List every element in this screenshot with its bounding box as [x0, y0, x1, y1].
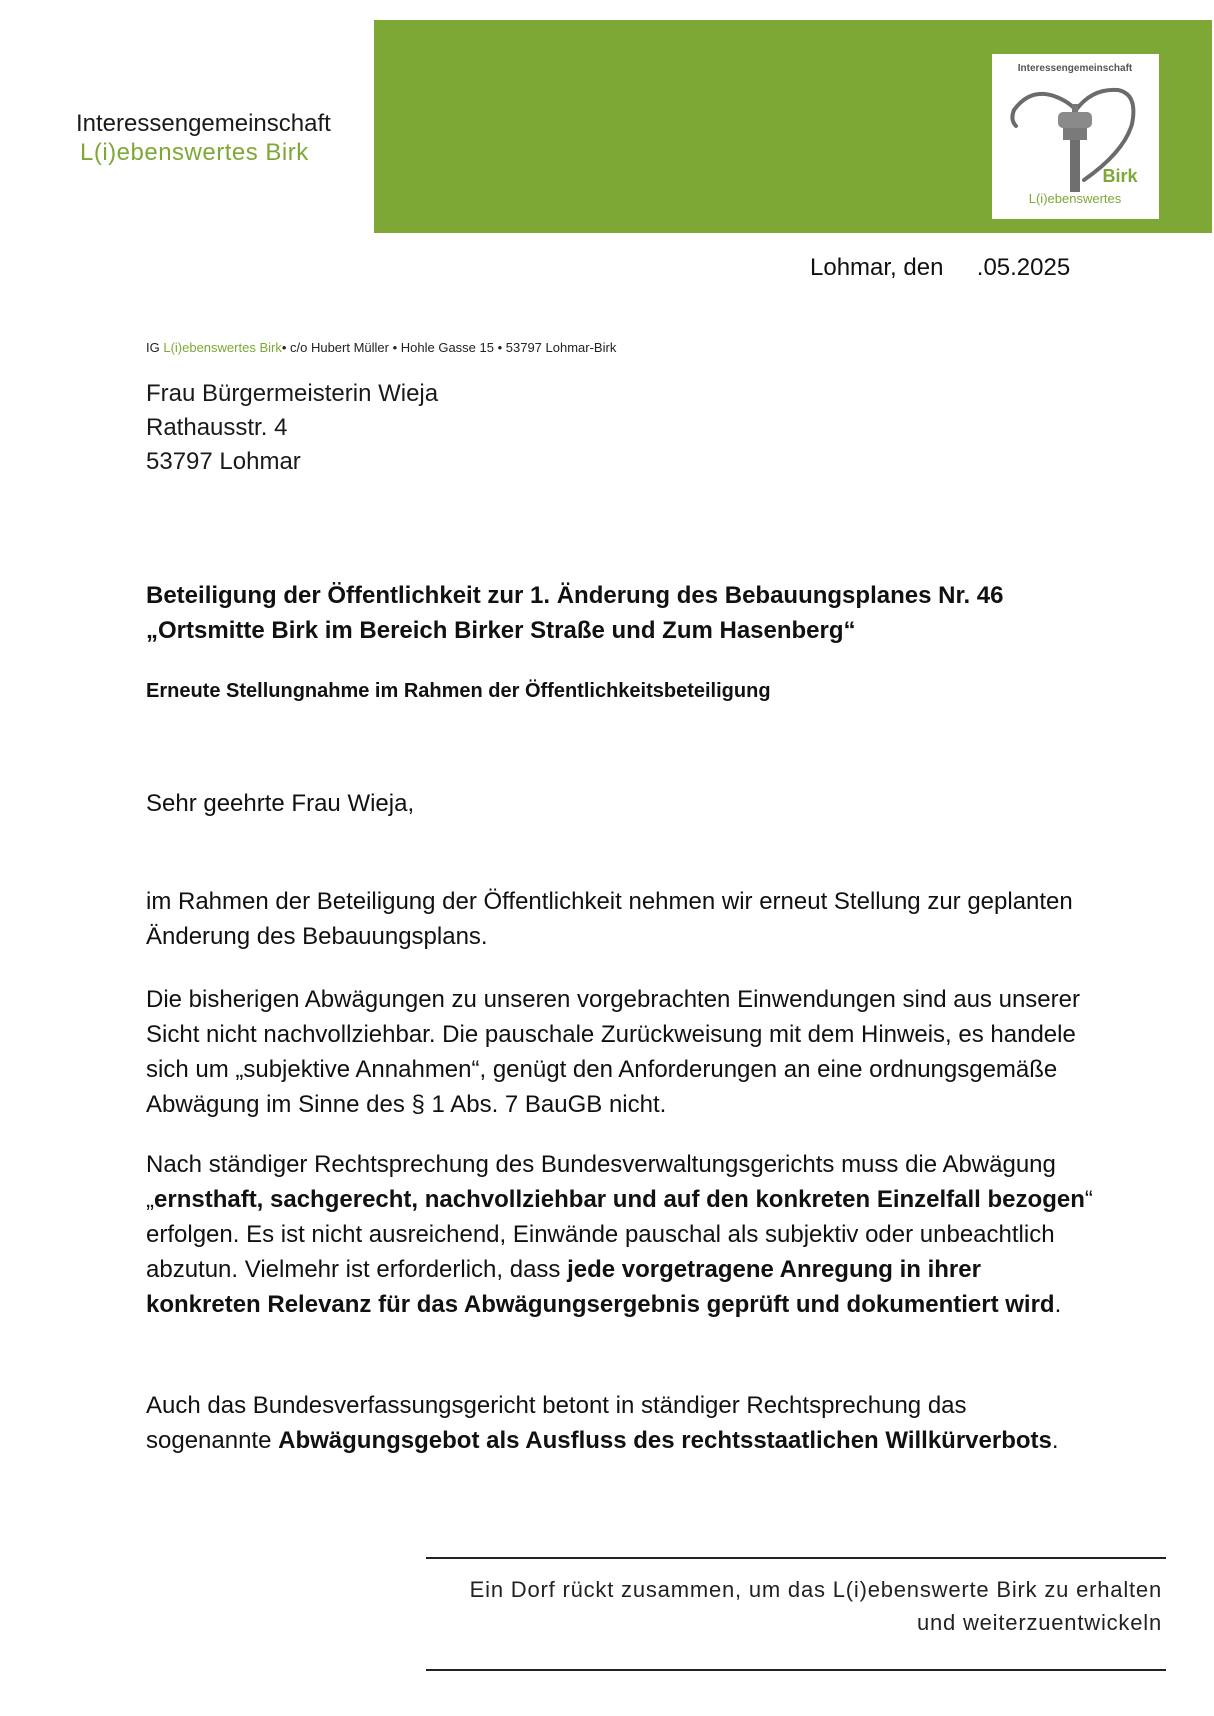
- subject-line-1: Beteiligung der Öffentlichkeit zur 1. Änderung des Bebauungsplanes Nr. 46: [146, 582, 1004, 609]
- heart-tail-icon: [1012, 110, 1016, 126]
- org-name: Interessengemeinschaft: [76, 110, 331, 137]
- logo-top-text: Interessengemeinschaft: [1017, 63, 1133, 74]
- paragraph-4-part-a: Auch das Bundesverfassungsgericht betont in ständiger Rechtsprechung das sogenannte: [146, 1392, 967, 1454]
- paragraph-3-emphasis-2: jede vorgetragene Anregung in ihrer konkreten Relevanz für das Abwägungsergebnis geprüft und dokumentiert wird: [146, 1256, 1055, 1318]
- paragraph-3-part-e: .: [1054, 1291, 1062, 1318]
- date-line: Lohmar, den .05.2025: [810, 254, 1071, 281]
- paragraph-2: Die bisherigen Abwägungen zu unseren vorgebrachten Einwendungen sind aus unserer Sicht nicht nachvollziehbar. Die pauschale Zurückweisung mit dem Hinweis, es handele sich um „subjektive Annahmen“, genügt den Anforderungen an eine ordnungsgemäße Abwägung im Sinne des § 1 Abs. 7 BauGB nicht.: [146, 986, 1080, 1118]
- sender-address: • c/o Hubert Müller • Hohle Gasse 15 • 53797 Lohmar-Birk: [281, 340, 617, 355]
- paragraph-3: [146, 1147, 1096, 1322]
- tower-ring-icon: [1063, 128, 1087, 140]
- subject-line-3: Erneute Stellungnahme im Rahmen der Öffentlichkeitsbeteiligung: [146, 680, 771, 702]
- paragraph-4-emphasis: Abwägungsgebot als Ausfluss des rechtsstaatlichen Willkürverbots: [278, 1427, 1052, 1454]
- tower-shaft-icon: [1070, 140, 1080, 192]
- footer-divider-bottom: [426, 1669, 1166, 1671]
- logo-bottom-text: L(i)ebenswertes: [1028, 191, 1122, 206]
- org-subtitle: L(i)ebenswertes Birk: [80, 139, 309, 166]
- paragraph-4-part-c: .: [1051, 1427, 1059, 1454]
- sender-line: [146, 340, 616, 355]
- paragraph-3-part-c: “ erfolgen. Es ist nicht ausreichend, Einwände pauschal als subjektiv oder unbeachtlich abzutun. Vielmehr ist erforderlich, dass: [146, 1186, 1093, 1283]
- logo-graphic: [992, 54, 1159, 219]
- footer-slogan-line-1: Ein Dorf rückt zusammen, um das L(i)ebenswerte Birk zu erhalten: [469, 1577, 1162, 1602]
- sender-name: L(i)ebenswertes Birk: [163, 340, 282, 355]
- sender-prefix: IG: [146, 340, 164, 355]
- tower-head-icon: [1058, 112, 1092, 128]
- paragraph-1: im Rahmen der Beteiligung der Öffentlichkeit nehmen wir erneut Stellung zur geplanten Änderung des Bebauungsplans.: [146, 888, 1073, 950]
- org-logo: [992, 54, 1159, 219]
- recipient-line-1: Frau Bürgermeisterin Wieja: [146, 380, 439, 407]
- recipient-line-3: 53797 Lohmar: [146, 448, 301, 475]
- paragraph-4: [146, 1388, 1096, 1458]
- paragraph-3-emphasis-1: ernsthaft, sachgerecht, nachvollziehbar und auf den konkreten Einzelfall bezogen: [154, 1186, 1085, 1213]
- recipient-line-2: Rathausstr. 4: [146, 414, 288, 441]
- logo-birk-text: Birk: [1102, 166, 1138, 186]
- salutation: Sehr geehrte Frau Wieja,: [146, 790, 415, 817]
- footer-divider-top: [426, 1557, 1166, 1559]
- paragraph-3-part-a: Nach ständiger Rechtsprechung des Bundesverwaltungsgerichts muss die Abwägung „: [146, 1151, 1056, 1213]
- footer-slogan-line-2: und weiterzuentwickeln: [916, 1610, 1162, 1635]
- subject-line-2: „Ortsmitte Birk im Bereich Birker Straße und Zum Hasenberg“: [146, 617, 856, 644]
